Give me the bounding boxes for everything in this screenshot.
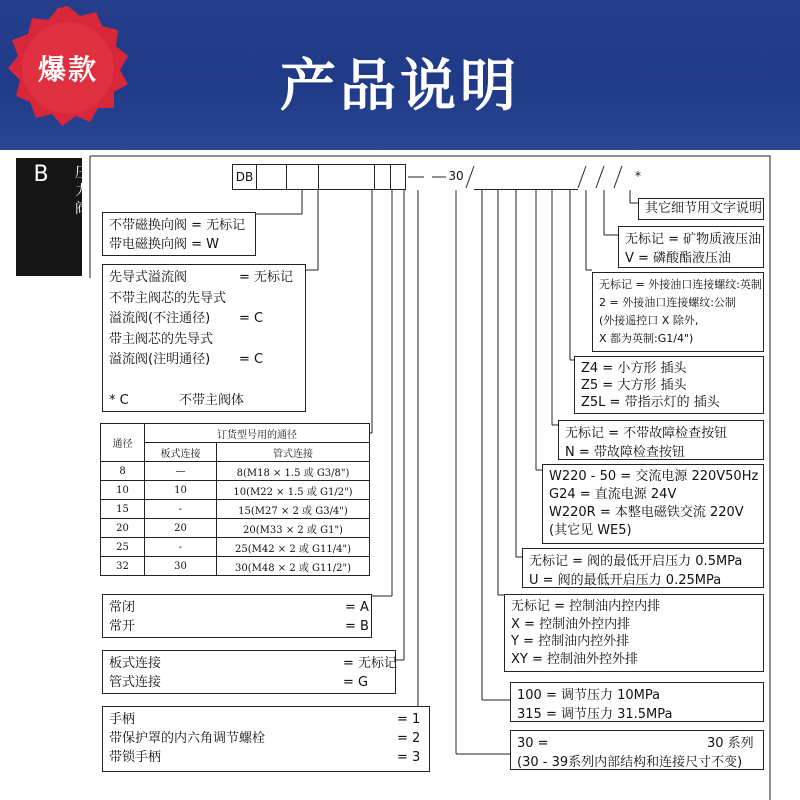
size-table-header-pipe: 管式连接 (217, 443, 370, 462)
connection-label: 管式连接 (109, 675, 162, 690)
plug-line: Z5 = 大方形 插头 (581, 378, 687, 393)
relief-label: * C (109, 393, 129, 408)
page-title: 产品说明 (280, 54, 520, 119)
table-row (101, 557, 370, 576)
code-prefix-cell: DB (232, 164, 256, 190)
relief-valve-box (102, 264, 306, 412)
pressure-line: 315 = 调节压力 31.5MPa (517, 707, 673, 722)
normally-value: = B (345, 619, 369, 634)
plug-line: Z5L = 带指示灯的 插头 (581, 395, 720, 410)
cell-pipe: 8(M18 × 1.5 或 G3/8") (217, 462, 370, 481)
code-cell (286, 164, 318, 190)
cell-plate: 10 (145, 481, 217, 500)
thread-box (592, 272, 764, 352)
code-star-cell: * (635, 169, 641, 183)
code-cell (540, 164, 578, 190)
code-cell (256, 164, 286, 190)
opening-line: 无标记 = 阀的最低开启压力 0.5MPa (529, 554, 743, 569)
cell-bore: 8 (101, 462, 145, 481)
series-value: 30 系列 (707, 736, 754, 751)
other-details-box (638, 198, 764, 220)
fluid-line: 无标记 = 矿物质液压油 (625, 232, 762, 247)
cell-bore: 10 (101, 481, 145, 500)
adjust-label: 带保护罩的内六角调节螺栓 (109, 731, 266, 746)
adjust-label: 手柄 (109, 712, 136, 727)
cell-pipe: 20(M33 × 2 或 G1") (217, 519, 370, 538)
ordering-code-diagram (0, 150, 800, 800)
relief-label: 溢流阀(注明通径) (109, 352, 211, 367)
opening-line: U = 阀的最低开启压力 0.25MPa (529, 573, 722, 588)
table-row (101, 481, 370, 500)
connection-type-box (102, 650, 396, 694)
relief-label: 溢流阀(不注通径) (109, 311, 211, 326)
normally-label: 常闭 (109, 600, 136, 615)
connection-line (109, 673, 389, 692)
size-table-header-plate: 板式连接 (145, 443, 217, 462)
relief-line (109, 268, 299, 289)
ordering-code-row (0, 164, 800, 190)
cell-pipe: 15(M27 × 2 或 G3/4") (217, 500, 370, 519)
cell-plate: - (145, 538, 217, 557)
adjustment-box (102, 706, 430, 772)
relief-line (109, 289, 299, 310)
table-row (101, 500, 370, 519)
relief-value: 不带主阀体 (179, 393, 245, 408)
adjust-line (109, 710, 423, 729)
drain-line: X = 控制油外控内排 (511, 616, 631, 632)
size-table-header-order: 订货型号用的通径 (145, 424, 370, 443)
fault-line: 无标记 = 不带故障检查按钮 (565, 426, 728, 441)
power-supply-box (542, 464, 764, 544)
series-line (517, 734, 757, 753)
badge-label: 爆款 (37, 53, 98, 86)
code-cell (390, 164, 406, 190)
fluid-line: V = 磷酸酯液压油 (625, 251, 732, 266)
code-cell (318, 164, 374, 190)
nominal-size-table (100, 423, 370, 576)
power-line: W220 - 50 = 交流电源 220V50Hz (549, 469, 759, 484)
relief-line (109, 350, 299, 371)
code-cell (474, 164, 490, 190)
cell-plate: — (145, 462, 217, 481)
relief-line (109, 371, 299, 392)
pressure-line: 100 = 调节压力 10MPa (517, 688, 661, 703)
relief-label: 先导式溢流阀 (109, 270, 188, 285)
connection-value: = G (343, 675, 369, 690)
cell-bore: 20 (101, 519, 145, 538)
fault-line: N = 带故障检查按钮 (565, 445, 685, 460)
cell-bore: 25 (101, 538, 145, 557)
series-key: 30 = (517, 736, 549, 751)
power-line: (其它见 WE5) (549, 523, 632, 538)
code-cell (374, 164, 390, 190)
table-row (101, 519, 370, 538)
cell-pipe: 10(M22 × 1.5 或 G1/2") (217, 481, 370, 500)
connection-value: = 无标记 (343, 656, 398, 671)
drain-line: Y = 控制油内控外排 (511, 634, 630, 649)
normally-state-box (102, 594, 372, 638)
table-row (101, 462, 370, 481)
relief-line (109, 330, 299, 351)
connection-label: 板式连接 (109, 656, 162, 671)
code-cell (490, 164, 506, 190)
series-box (510, 730, 764, 770)
relief-label: 带主阀芯的先导式 (109, 331, 214, 347)
thread-line: X 都为英制:G1/4") (599, 332, 694, 345)
thread-line: (外接遥控口 X 除外, (599, 314, 699, 327)
other-details-text: 其它细节用文字说明 (645, 201, 763, 216)
side-tab-letter: B (33, 162, 49, 187)
size-table-header-bore: 通径 (101, 424, 145, 462)
normally-value: = A (345, 600, 369, 615)
adjust-line (109, 729, 423, 748)
adjust-value: = 2 (397, 731, 421, 746)
adjust-value: = 1 (397, 712, 421, 727)
header-banner (0, 0, 800, 150)
cell-pipe: 25(M42 × 2 或 G11/4") (217, 538, 370, 557)
thread-line: 无标记 = 外接油口连接螺纹:英制 (599, 278, 762, 291)
thread-line: 2 = 外接油口连接螺纹:公制 (599, 296, 736, 309)
relief-value: = C (239, 311, 264, 326)
plug-box (574, 356, 764, 414)
pilot-drain-box (504, 594, 764, 672)
pressure-rating-box (510, 682, 764, 722)
code-cell (522, 164, 540, 190)
normally-label: 常开 (109, 619, 136, 634)
cell-plate: 30 (145, 557, 217, 576)
relief-value: = 无标记 (239, 270, 294, 285)
relief-line (109, 391, 299, 412)
cell-bore: 32 (101, 557, 145, 576)
power-line: G24 = 直流电源 24V (549, 487, 677, 502)
series-note: (30 - 39系列内部结构和连接尺寸不变) (517, 755, 743, 770)
power-line: W220R = 本整电磁铁交流 220V (549, 505, 744, 520)
normally-line (109, 598, 369, 617)
adjust-label: 带锁手柄 (109, 750, 162, 765)
cell-bore: 15 (101, 500, 145, 519)
drain-line: XY = 控制油外控外排 (511, 651, 639, 667)
directional-line: 不带磁换向阀 = 无标记 (109, 218, 246, 233)
adjust-line (109, 748, 423, 767)
directional-valve-box (102, 212, 256, 256)
cell-plate: - (145, 500, 217, 519)
table-row (101, 538, 370, 557)
connection-line (109, 654, 398, 673)
cell-pipe: 30(M48 × 2 或 G11/2") (217, 557, 370, 576)
drain-line: 无标记 = 控制油内控内排 (511, 599, 661, 614)
relief-line (109, 309, 299, 330)
plug-line: Z4 = 小方形 插头 (581, 361, 687, 376)
fault-check-box (558, 420, 764, 460)
side-tab-label: 压力阀 (75, 165, 89, 217)
relief-value: = C (239, 352, 264, 367)
opening-pressure-box (522, 548, 764, 588)
adjust-value: = 3 (397, 750, 421, 765)
normally-line (109, 617, 369, 636)
code-cell (506, 164, 522, 190)
cell-plate: 20 (145, 519, 217, 538)
fluid-box (618, 226, 764, 268)
directional-line: 带电磁换向阀 = W (109, 237, 220, 252)
code-series-cell: 30 (448, 169, 464, 183)
relief-label: 不带主阀芯的先导式 (109, 290, 227, 306)
